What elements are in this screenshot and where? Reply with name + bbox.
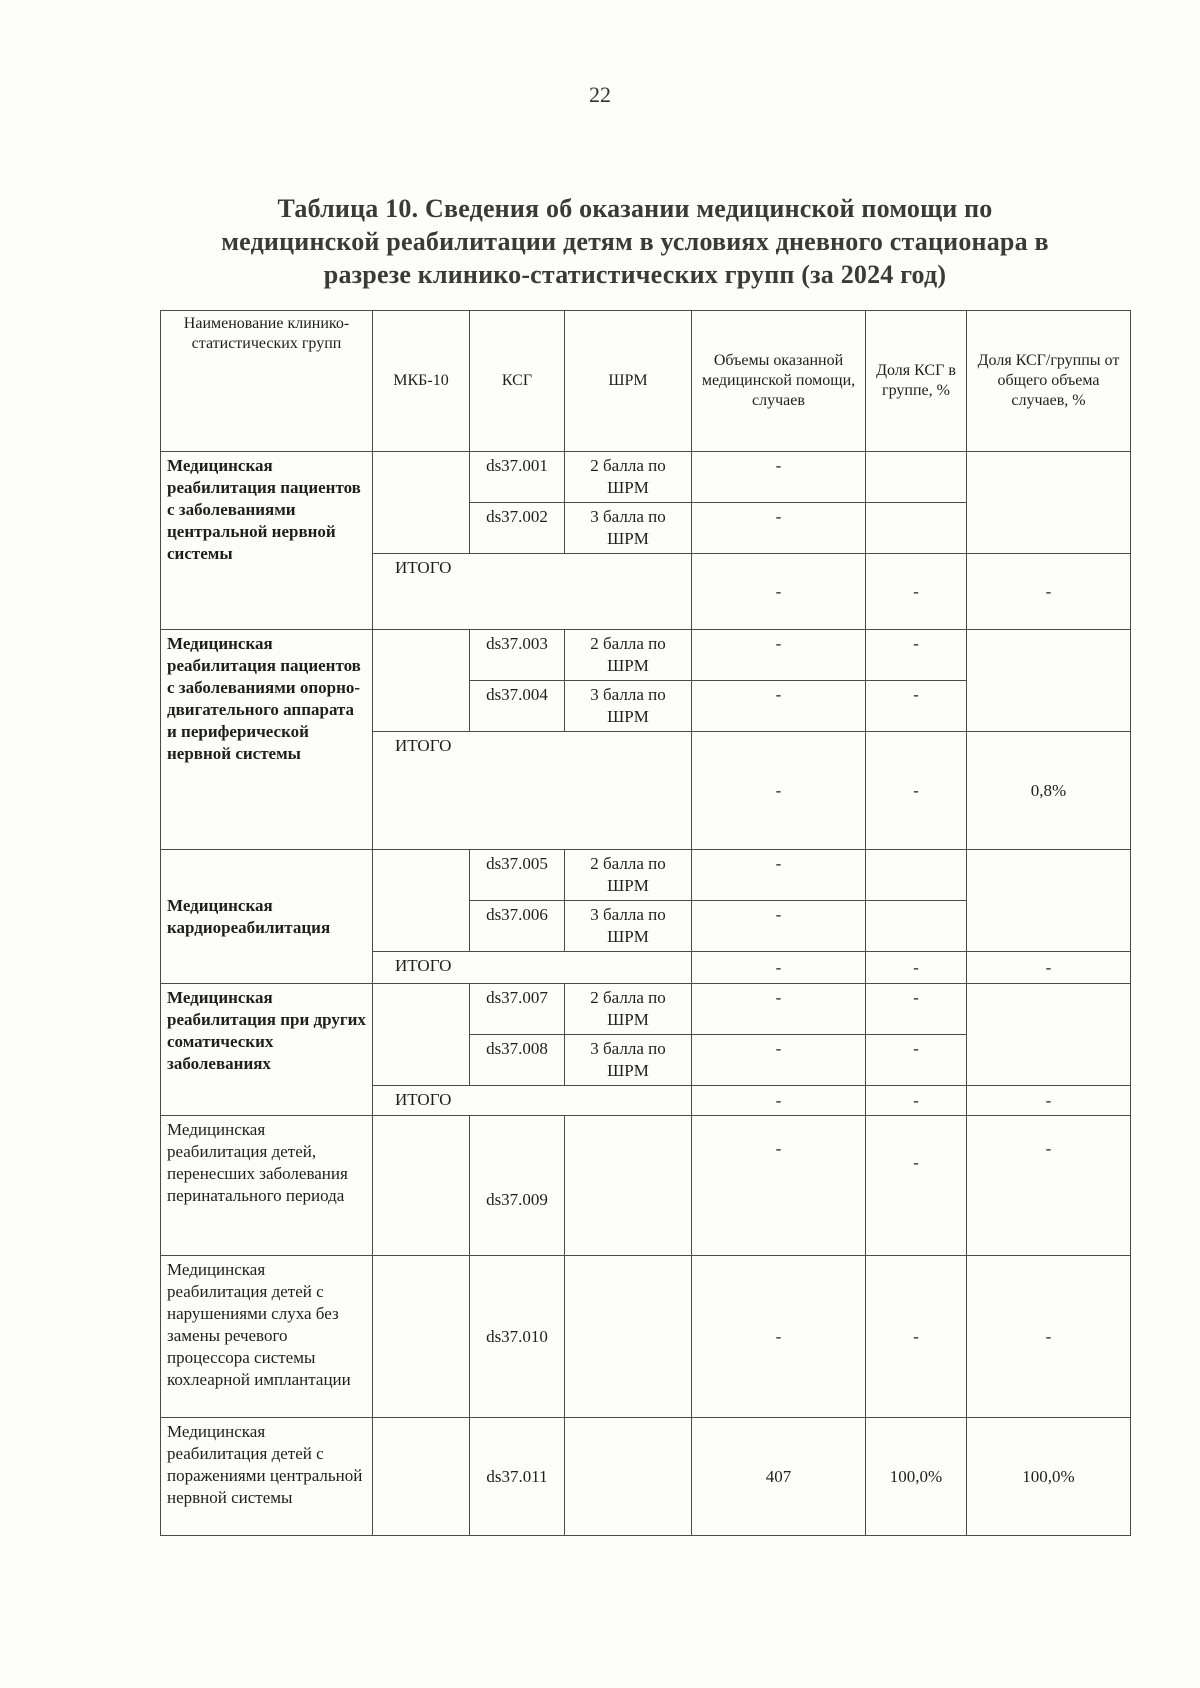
mkb-cell — [373, 1116, 470, 1256]
header-ksg: КСГ — [470, 311, 565, 452]
shrm-cell: 3 балла по ШРМ — [565, 503, 692, 554]
total-label: ИТОГО — [373, 732, 692, 850]
table-row — [161, 1256, 1131, 1418]
volume-cell: - — [692, 901, 866, 952]
group-name: Медицинская реабилитация при других соматических заболеваниях — [161, 984, 373, 1116]
volume-cell: - — [692, 1116, 866, 1256]
table-row — [161, 630, 1131, 681]
ksg-cell: ds37.001 — [470, 452, 565, 503]
volume-cell: 407 — [692, 1418, 866, 1536]
ksg-cell: ds37.002 — [470, 503, 565, 554]
total-volume: - — [692, 732, 866, 850]
volume-cell: - — [692, 1035, 866, 1086]
volume-cell: - — [692, 452, 866, 503]
share-total-cell: 100,0% — [967, 1418, 1131, 1536]
share-total-cell — [967, 452, 1131, 554]
share-group-cell — [866, 503, 967, 554]
share-total-cell: - — [967, 1256, 1131, 1418]
shrm-cell — [565, 1116, 692, 1256]
share-total-cell — [967, 984, 1131, 1086]
total-volume: - — [692, 554, 866, 630]
header-name: Наименование клинико-статистических групп — [161, 311, 373, 452]
ksg-cell: ds37.007 — [470, 984, 565, 1035]
total-share-group: - — [866, 1086, 967, 1116]
shrm-cell — [565, 1256, 692, 1418]
mkb-cell — [373, 630, 470, 732]
shrm-cell: 3 балла по ШРМ — [565, 901, 692, 952]
volume-cell: - — [692, 1256, 866, 1418]
ksg-cell: ds37.010 — [470, 1256, 565, 1418]
share-group-cell — [866, 850, 967, 901]
total-share-group: - — [866, 952, 967, 984]
share-group-cell: - — [866, 984, 967, 1035]
table-row — [161, 1116, 1131, 1256]
share-group-cell: 100,0% — [866, 1418, 967, 1536]
total-share-group: - — [866, 554, 967, 630]
share-total-cell: - — [967, 1116, 1131, 1256]
mkb-cell — [373, 984, 470, 1086]
ksg-cell: ds37.005 — [470, 850, 565, 901]
shrm-cell — [565, 1418, 692, 1536]
table-title: Таблица 10. Сведения об оказании медицинской помощи по медицинской реабилитации детям в условиях дневного стационара в разрезе клинико-статистических групп (за 2024 год) — [221, 194, 1049, 289]
header-shrm: ШРМ — [565, 311, 692, 452]
shrm-cell: 3 балла по ШРМ — [565, 681, 692, 732]
total-volume: - — [692, 1086, 866, 1116]
share-group-cell: - — [866, 1256, 967, 1418]
group-name: Медицинская реабилитация пациентов с заболеваниями опорно-двигательного аппарата и периферической нервной системы — [161, 630, 373, 850]
group-name: Медицинская реабилитация детей с нарушениями слуха без замены речевого процессора системы кохлеарной имплантации — [161, 1256, 373, 1418]
table-row — [161, 984, 1131, 1035]
volume-cell: - — [692, 850, 866, 901]
ksg-cell: ds37.003 — [470, 630, 565, 681]
header-mkb: МКБ-10 — [373, 311, 470, 452]
volume-cell: - — [692, 681, 866, 732]
shrm-cell: 3 балла по ШРМ — [565, 1035, 692, 1086]
share-group-cell — [866, 901, 967, 952]
shrm-cell: 2 балла по ШРМ — [565, 984, 692, 1035]
shrm-cell: 2 балла по ШРМ — [565, 630, 692, 681]
table-row — [161, 1418, 1131, 1536]
total-label: ИТОГО — [373, 554, 692, 630]
volume-cell: - — [692, 630, 866, 681]
header-volume: Объемы оказанной медицинской помощи, случаев — [692, 311, 866, 452]
share-total-cell — [967, 850, 1131, 952]
table-row — [161, 452, 1131, 503]
mkb-cell — [373, 1418, 470, 1536]
ksg-cell: ds37.011 — [470, 1418, 565, 1536]
ksg-cell: ds37.006 — [470, 901, 565, 952]
ksg-table — [160, 310, 1131, 1536]
total-share-total: - — [967, 952, 1131, 984]
header-share-group: Доля КСГ в группе, % — [866, 311, 967, 452]
ksg-cell: ds37.008 — [470, 1035, 565, 1086]
header-share-total: Доля КСГ/группы от общего объема случаев, % — [967, 311, 1131, 452]
volume-cell: - — [692, 984, 866, 1035]
share-group-cell: - — [866, 681, 967, 732]
ksg-cell: ds37.009 — [470, 1116, 565, 1256]
mkb-cell — [373, 1256, 470, 1418]
mkb-cell — [373, 452, 470, 554]
table-row — [161, 850, 1131, 901]
group-name: Медицинская реабилитация детей с поражениями центральной нервной системы — [161, 1418, 373, 1536]
group-name: Медицинская реабилитация детей, перенесших заболевания перинатального периода — [161, 1116, 373, 1256]
total-label: ИТОГО — [373, 1086, 692, 1116]
volume-cell: - — [692, 503, 866, 554]
share-group-cell: - — [866, 1116, 967, 1256]
total-volume: - — [692, 952, 866, 984]
share-total-cell — [967, 630, 1131, 732]
page-number: 22 — [589, 82, 611, 107]
share-group-cell: - — [866, 630, 967, 681]
share-group-cell: - — [866, 1035, 967, 1086]
total-share-total: - — [967, 554, 1131, 630]
shrm-cell: 2 балла по ШРМ — [565, 850, 692, 901]
header-row — [161, 311, 1131, 452]
group-name: Медицинская кардиореабилитация — [161, 850, 373, 984]
total-share-total: - — [967, 1086, 1131, 1116]
total-share-total: 0,8% — [967, 732, 1131, 850]
total-share-group: - — [866, 732, 967, 850]
mkb-cell — [373, 850, 470, 952]
ksg-cell: ds37.004 — [470, 681, 565, 732]
shrm-cell: 2 балла по ШРМ — [565, 452, 692, 503]
group-name: Медицинская реабилитация пациентов с заболеваниями центральной нервной системы — [161, 452, 373, 630]
share-group-cell — [866, 452, 967, 503]
total-label: ИТОГО — [373, 952, 692, 984]
